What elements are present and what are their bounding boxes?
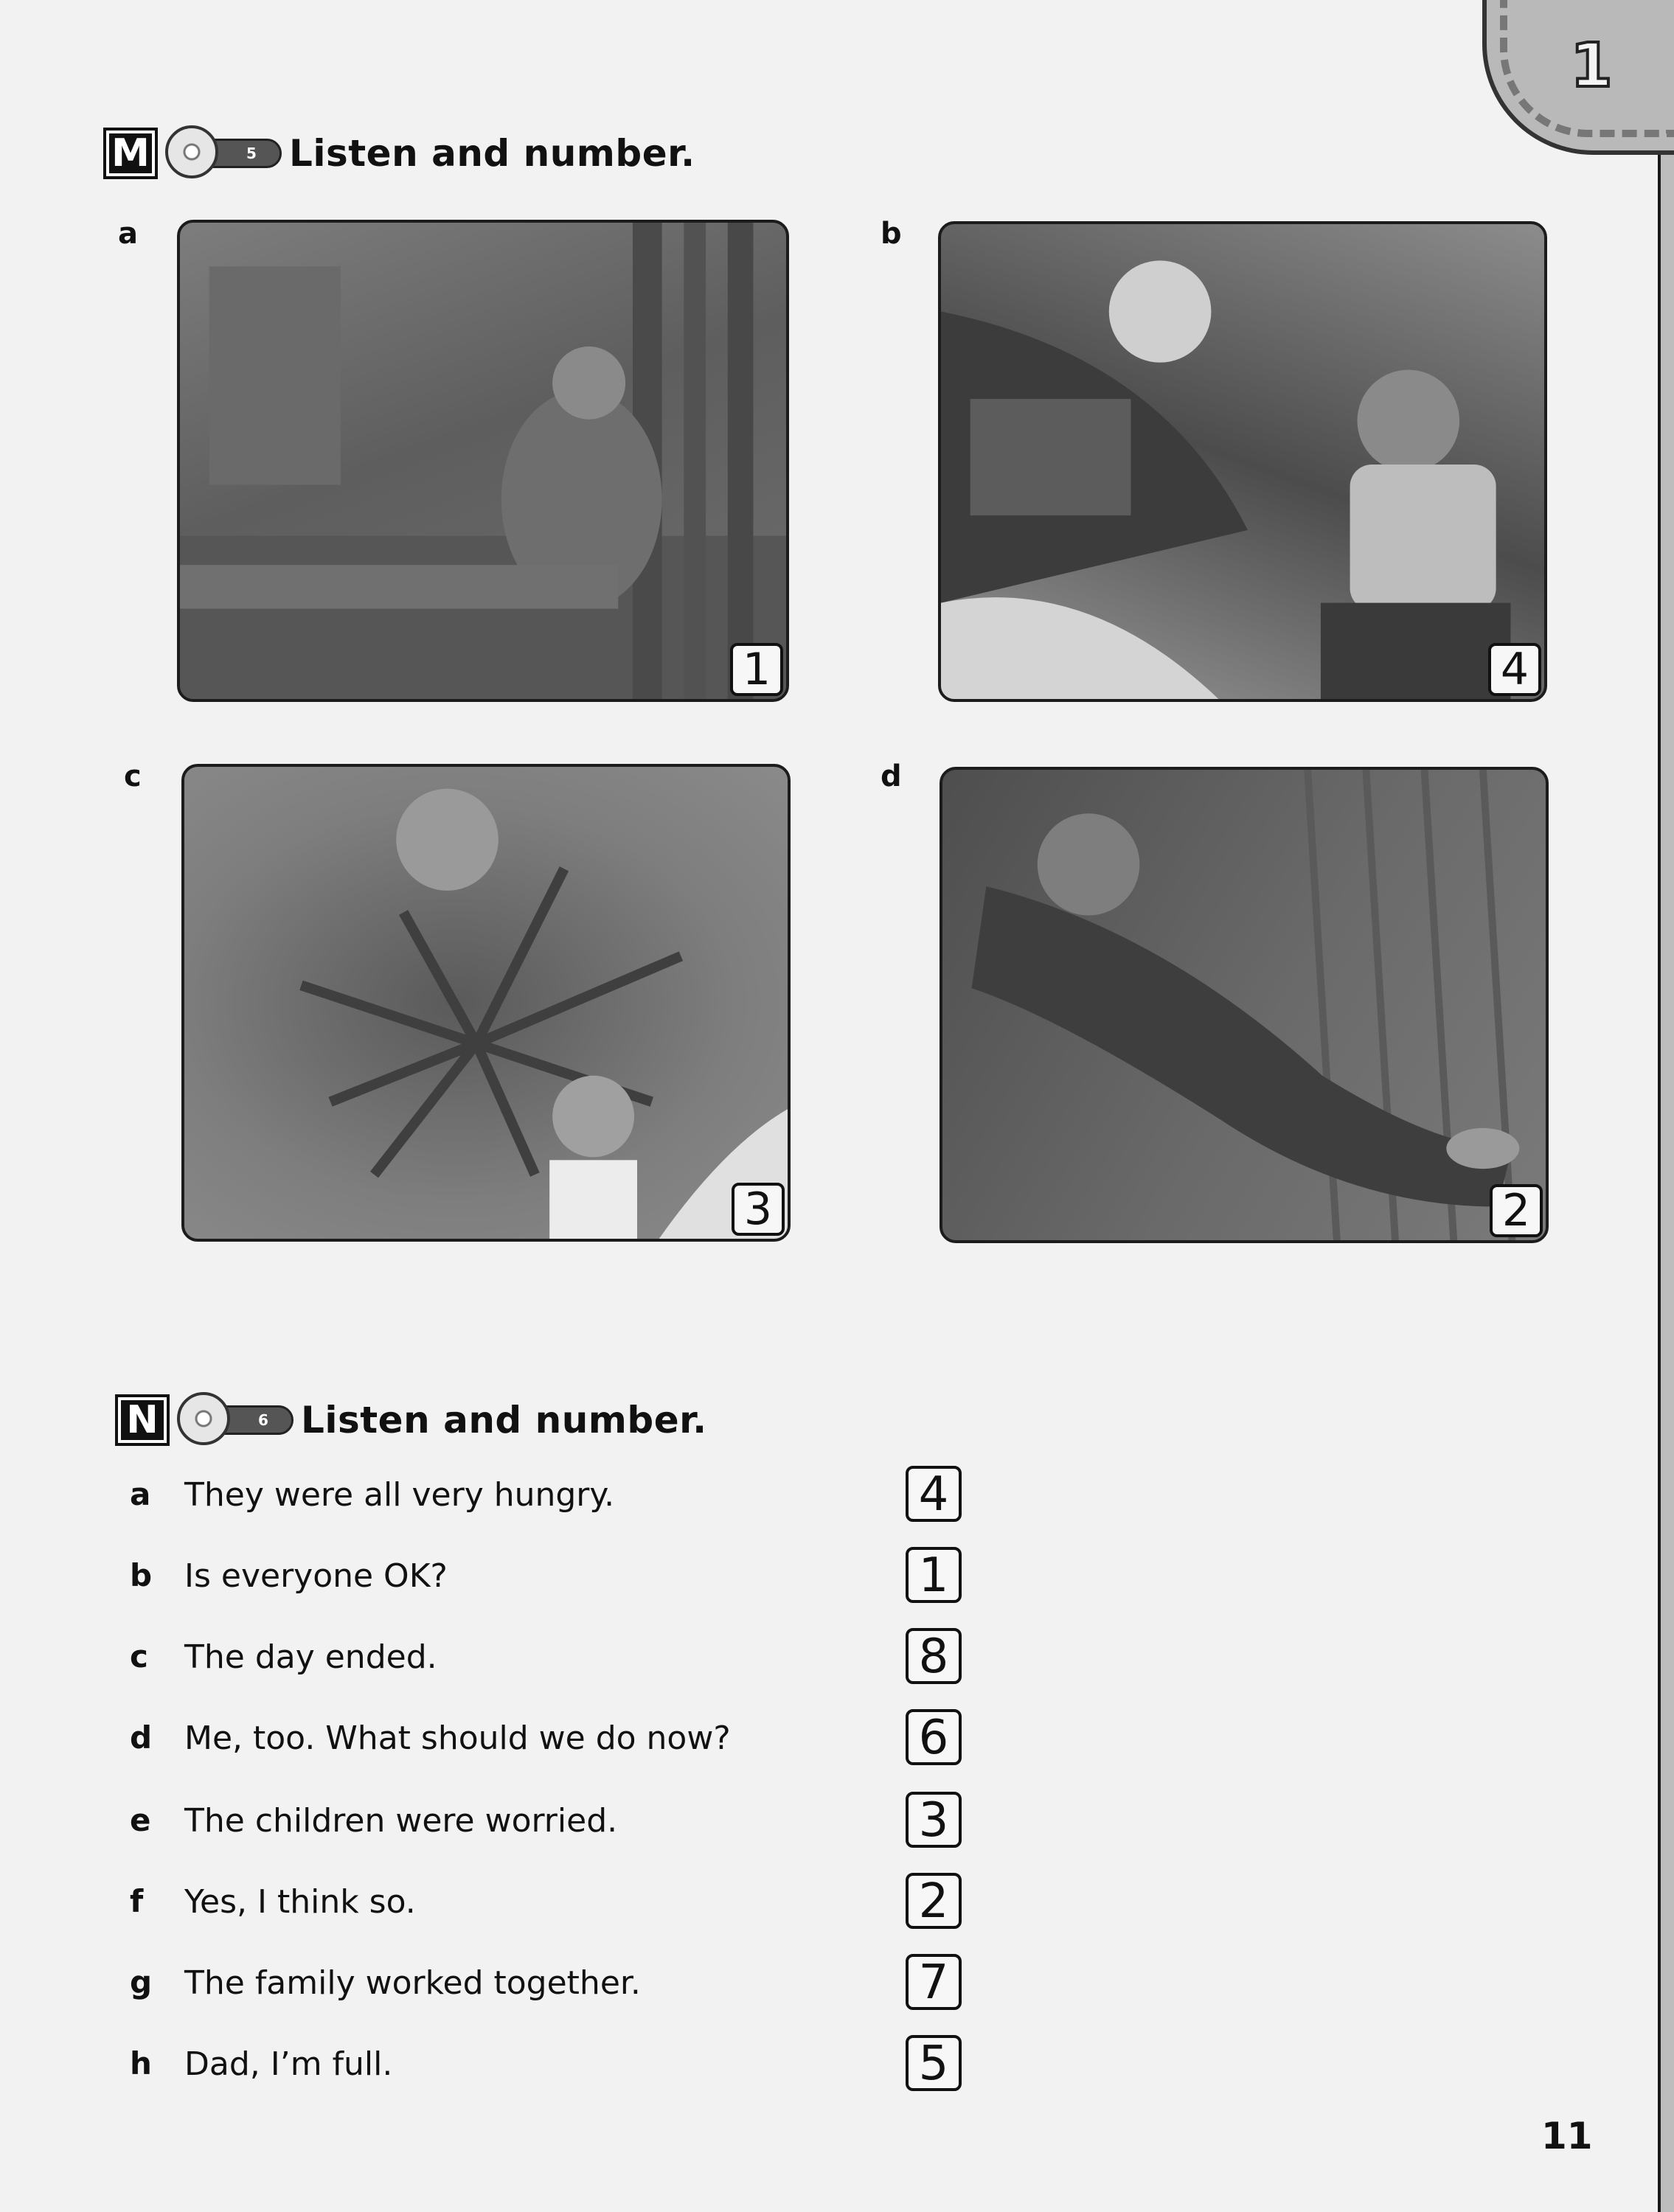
list-item xyxy=(0,1709,1032,1775)
picture-d-number: 2 xyxy=(1490,1184,1543,1237)
picture-d xyxy=(940,767,1549,1243)
page-edge-shade xyxy=(1661,0,1674,2212)
palm-scene-illustration xyxy=(184,767,788,1239)
section-m-header xyxy=(103,124,695,183)
picture-b-number: 4 xyxy=(1488,643,1541,696)
answer-box: 6 xyxy=(906,1709,962,1765)
boat-scene-illustration xyxy=(941,224,1544,699)
answer-box: 7 xyxy=(906,1954,962,2010)
item-sentence: Me, too. What should we do now? xyxy=(184,1719,731,1757)
cd-disc-icon xyxy=(177,1392,230,1445)
list-item xyxy=(0,1466,1032,1532)
audio-cd-icon xyxy=(165,124,283,183)
picture-b-label: b xyxy=(881,217,902,251)
item-label: g xyxy=(130,1964,153,2000)
section-n-title: Listen and number. xyxy=(301,1399,707,1441)
answer-box: 8 xyxy=(906,1628,962,1684)
list-item xyxy=(0,1628,1032,1694)
answer-box: 2 xyxy=(906,1873,962,1929)
page-number: 11 xyxy=(1541,2115,1593,2157)
list-item xyxy=(0,1873,1032,1939)
track-number: 5 xyxy=(246,145,257,162)
picture-c-number: 3 xyxy=(732,1183,785,1236)
picture-c-label: c xyxy=(124,759,142,793)
track-number: 6 xyxy=(258,1411,268,1429)
item-label: f xyxy=(130,1883,144,1919)
item-sentence: Is everyone OK? xyxy=(184,1557,448,1595)
picture-d-label: d xyxy=(881,759,902,793)
list-item xyxy=(0,1954,1032,2020)
section-n-letter: N xyxy=(115,1394,170,1446)
picture-a xyxy=(177,220,789,702)
item-label: h xyxy=(130,2045,152,2081)
list-item xyxy=(0,1792,1032,1858)
section-n-header xyxy=(115,1391,707,1450)
item-label: c xyxy=(130,1638,148,1674)
item-sentence: The family worked together. xyxy=(184,1964,641,2002)
item-label: a xyxy=(130,1476,151,1512)
unit-number: 1 xyxy=(1570,31,1613,101)
picture-a-number: 1 xyxy=(730,643,783,696)
item-label: b xyxy=(130,1557,153,1593)
jungle-scene-illustration xyxy=(180,223,786,699)
section-m-letter: M xyxy=(103,128,158,179)
answer-box: 3 xyxy=(906,1792,962,1848)
item-sentence: They were all very hungry. xyxy=(184,1476,615,1514)
picture-a-label: a xyxy=(118,217,138,251)
answer-box: 1 xyxy=(906,1547,962,1603)
list-item xyxy=(0,1547,1032,1613)
item-sentence: The children were worried. xyxy=(184,1802,618,1840)
picture-c xyxy=(181,764,791,1242)
item-sentence: The day ended. xyxy=(184,1638,437,1676)
item-label: e xyxy=(130,1802,151,1838)
answer-box: 4 xyxy=(906,1466,962,1522)
cd-disc-icon xyxy=(165,125,218,178)
list-item xyxy=(0,2035,1032,2101)
item-sentence: Yes, I think so. xyxy=(184,1883,416,1921)
answer-box: 5 xyxy=(906,2035,962,2091)
picture-b xyxy=(938,221,1547,702)
section-m-title: Listen and number. xyxy=(289,132,695,175)
item-label: d xyxy=(130,1719,153,1756)
item-sentence: Dad, I’m full. xyxy=(184,2045,393,2083)
sleeping-scene-illustration xyxy=(942,770,1546,1240)
audio-cd-icon xyxy=(177,1391,295,1450)
